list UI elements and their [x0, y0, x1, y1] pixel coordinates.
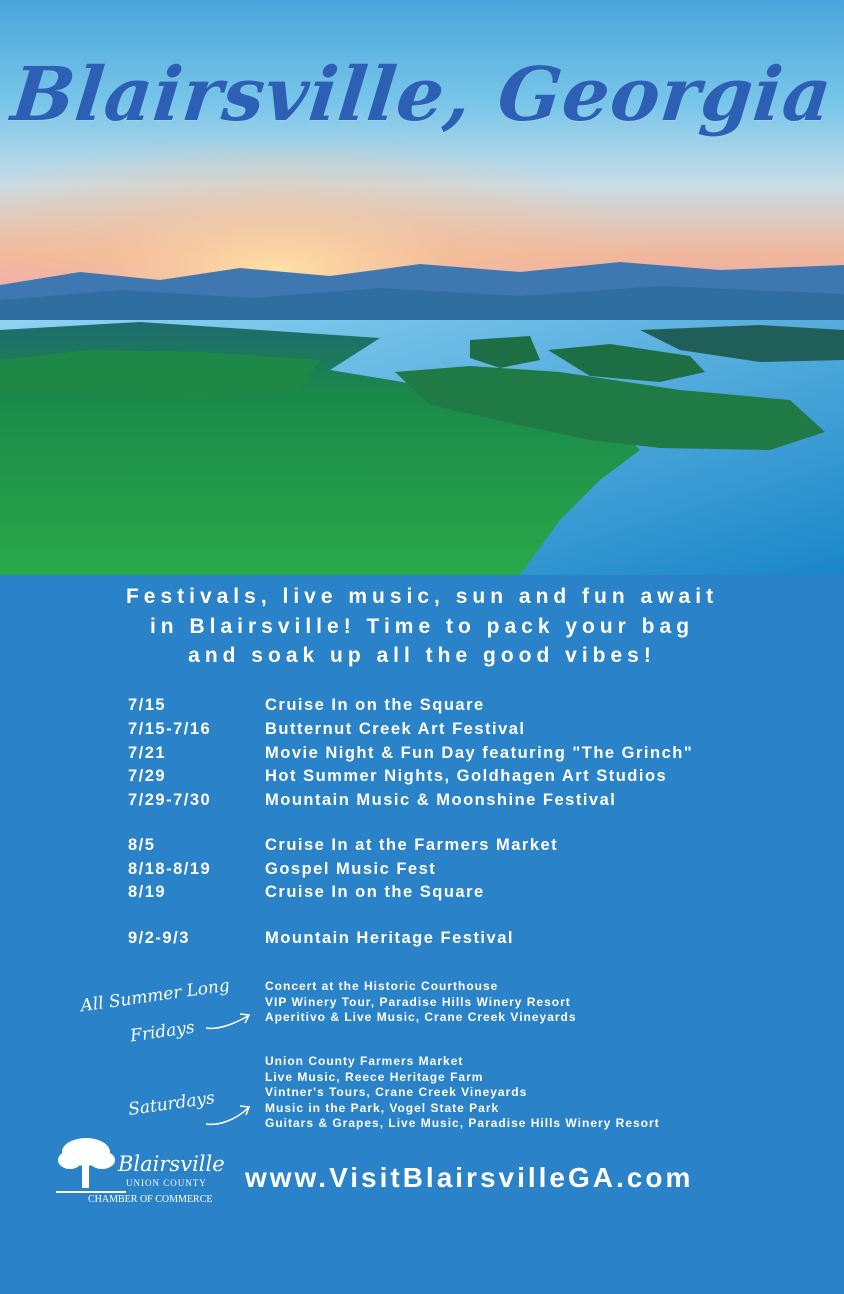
chamber-logo: [56, 1134, 224, 1214]
event-name: Movie Night & Fun Day featuring "The Grinch": [265, 744, 694, 762]
tagline: [40, 582, 804, 671]
hero-lake-photo: [0, 0, 844, 575]
fridays-item: Concert at the Historic Courthouse: [265, 979, 499, 993]
saturdays-arrow-icon: [204, 1100, 254, 1128]
event-name: Gospel Music Fest: [265, 860, 437, 878]
event-date: 7/29: [128, 767, 167, 785]
event-date: 8/19: [128, 883, 167, 901]
saturdays-item: Guitars & Grapes, Live Music, Paradise Hills Winery Resort: [265, 1116, 660, 1130]
event-name: Mountain Music & Moonshine Festival: [265, 791, 617, 809]
event-name: Cruise In on the Square: [265, 696, 485, 714]
logo-subtitle: UNION COUNTY: [126, 1178, 207, 1188]
fridays-item: VIP Winery Tour, Paradise Hills Winery Resort: [265, 994, 571, 1009]
fridays-list: [265, 979, 577, 1026]
poster-title: Blairsville, Georgia: [7, 52, 837, 138]
saturdays-item: Vintner's Tours, Crane Creek Vineyards: [265, 1085, 528, 1099]
event-date: 7/15: [128, 696, 167, 714]
event-name: Cruise In on the Square: [265, 883, 485, 901]
event-name: Hot Summer Nights, Goldhagen Art Studios: [265, 767, 668, 785]
logo-chamber: CHAMBER OF COMMERCE: [88, 1194, 213, 1205]
event-name: Butternut Creek Art Festival: [265, 720, 526, 738]
saturdays-item: Live Music, Reece Heritage Farm: [265, 1069, 484, 1084]
event-date: 8/18-8/19: [128, 860, 212, 878]
logo-name: Blairsville: [118, 1152, 225, 1176]
tagline-line-3: and soak up all the good vibes!: [188, 644, 656, 667]
event-date: 8/5: [128, 836, 156, 854]
fridays-label: Fridays: [128, 1017, 196, 1047]
website-url: www.VisitBlairsvilleGA.com: [245, 1162, 694, 1193]
saturdays-item: Music in the Park, Vogel State Park: [265, 1100, 500, 1115]
all-summer-long-label: All Summer Long: [79, 975, 232, 1017]
event-name: Mountain Heritage Festival: [265, 929, 514, 947]
saturdays-item: Union County Farmers Market: [265, 1054, 464, 1068]
event-date: 7/21: [128, 744, 167, 762]
event-date: 9/2-9/3: [128, 929, 190, 947]
event-date: 7/29-7/30: [128, 791, 212, 809]
tree-icon: [56, 1134, 126, 1196]
event-date: 7/15-7/16: [128, 720, 212, 738]
tagline-line-2: in Blairsville! Time to pack your bag: [149, 614, 695, 638]
tagline-line-1: Festivals, live music, sun and fun await: [125, 585, 719, 608]
fridays-item: Aperitivo & Live Music, Crane Creek Vineyards: [265, 1010, 577, 1024]
fridays-arrow-icon: [204, 1008, 254, 1032]
saturdays-label: Saturdays: [127, 1088, 217, 1120]
saturdays-list: [265, 1054, 660, 1132]
event-name: Cruise In at the Farmers Market: [265, 836, 559, 854]
